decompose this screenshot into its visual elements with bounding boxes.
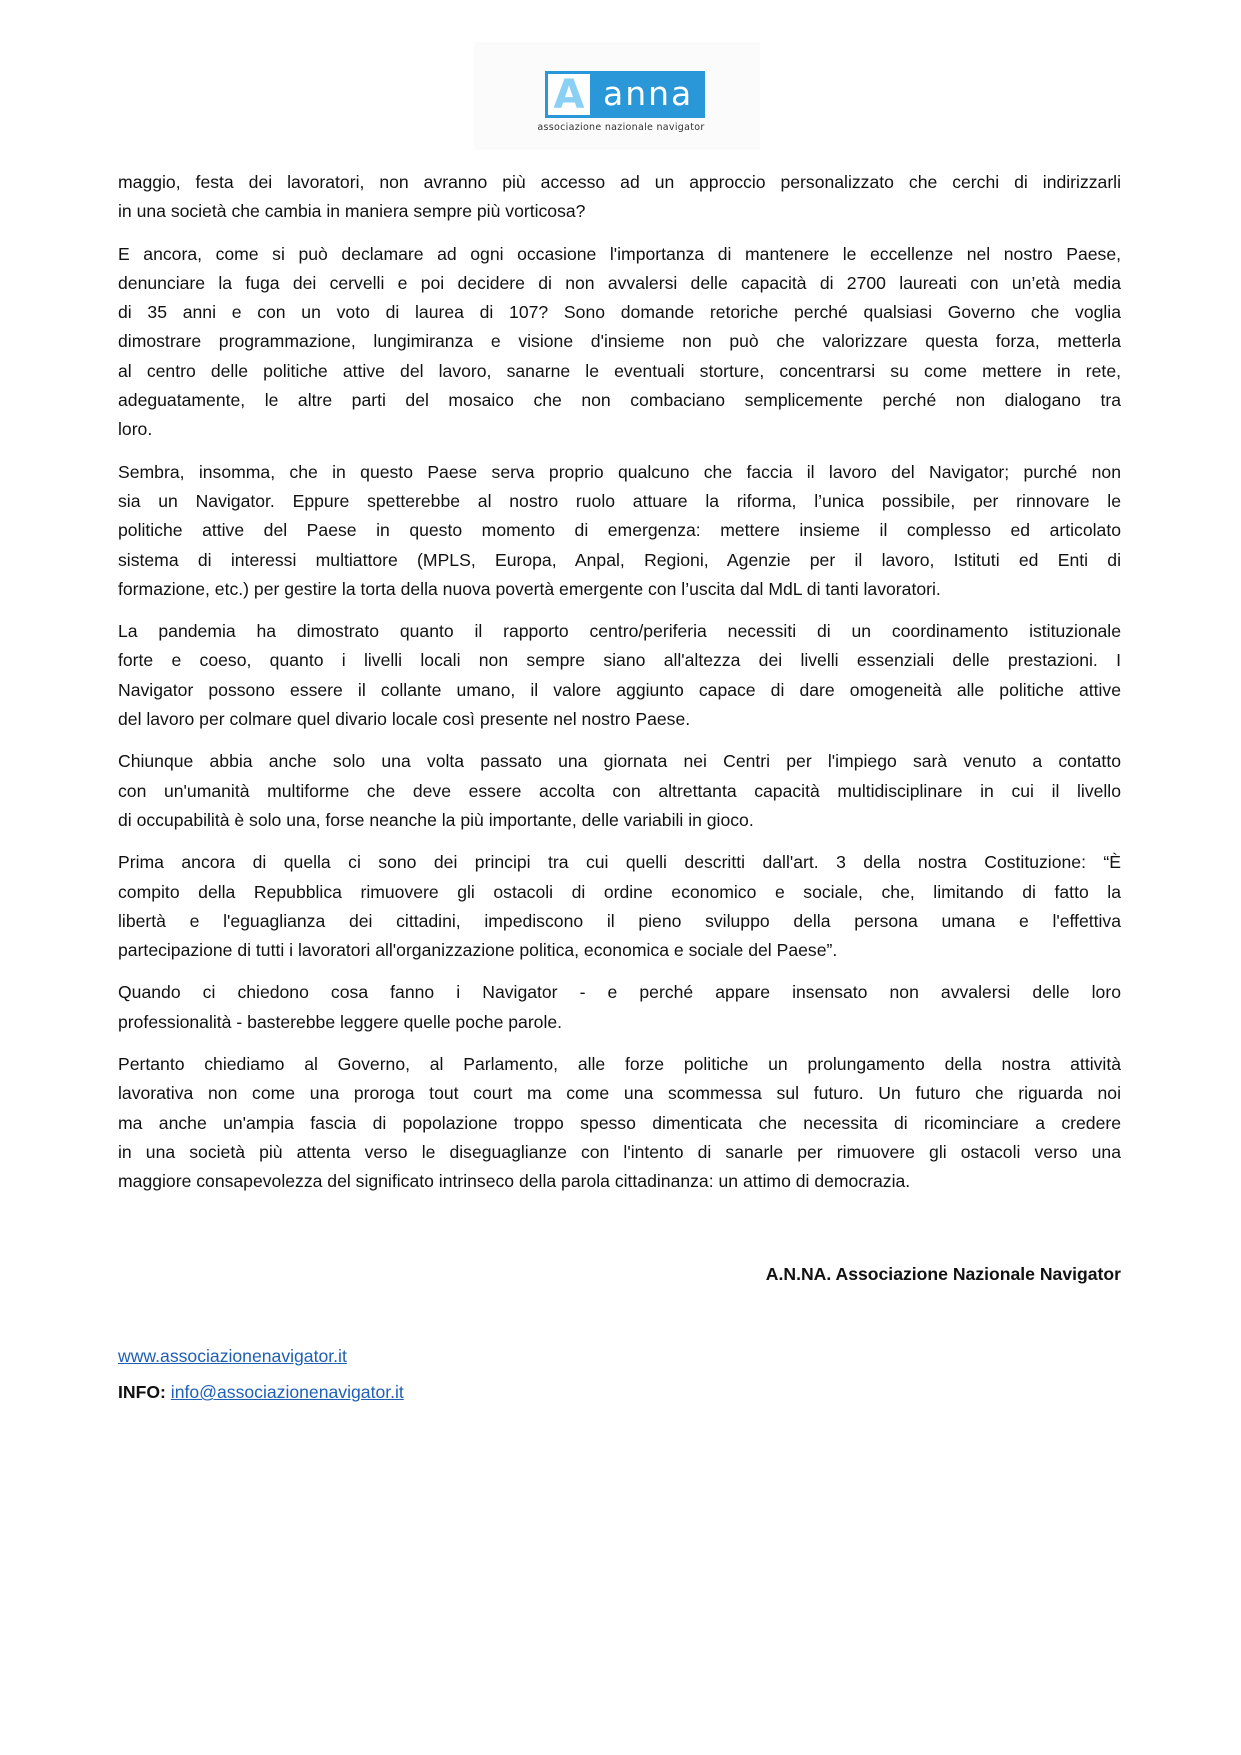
text-line: adeguatamente, le altre parti del mosaico che non combaciano semplicemente perché non dialogano tra bbox=[118, 390, 1121, 411]
paragraph bbox=[118, 458, 1121, 604]
text-line: politiche attive del Paese in questo momento di emergenza: mettere insieme il complesso ed articolato bbox=[118, 520, 1121, 541]
text-line: Prima ancora di quella ci sono dei principi tra cui quelli descritti dall'art. 3 della nostra Costituzione: “È bbox=[118, 852, 1121, 873]
paragraph bbox=[118, 168, 1121, 227]
text-line: Navigator possono essere il collante umano, il valore aggiunto capace di dare omogeneità alle politiche attive bbox=[118, 679, 1121, 700]
paragraph bbox=[118, 617, 1121, 734]
text-line: Sembra, insomma, che in questo Paese serva proprio qualcuno che faccia il lavoro del Navigator; purché non bbox=[118, 461, 1121, 482]
text-line: ma anche un'ampia fascia di popolazione troppo spesso dimenticata che necessita di ricominciare a credere bbox=[118, 1112, 1121, 1133]
paragraph bbox=[118, 747, 1121, 835]
text-line: in una società più attenta verso le diseguaglianze con l'intento di sanarle per rimuovere gli ostacoli verso una bbox=[118, 1141, 1121, 1162]
text-line: dimostrare programmazione, lungimiranza e visione d'insieme non può che valorizzare questa forza, metterla bbox=[118, 331, 1121, 352]
text-line: lavorativa non come una proroga tout court ma come una scommessa sul futuro. Un futuro che riguarda noi bbox=[118, 1083, 1121, 1104]
text-line: del lavoro per colmare quel divario locale così presente nel nostro Paese. bbox=[118, 709, 691, 730]
text-line: sia un Navigator. Eppure spetterebbe al nostro ruolo attuare la riforma, l’unica possibile, per rinnovare le bbox=[118, 490, 1121, 511]
text-line: professionalità - basterebbe leggere quelle poche parole. bbox=[118, 1011, 563, 1032]
paragraph bbox=[118, 978, 1121, 1037]
text-line: La pandemia ha dimostrato quanto il rapporto centro/periferia necessiti di un coordinamento istituzionale bbox=[118, 621, 1121, 642]
website-line bbox=[118, 1346, 347, 1367]
logo-area bbox=[474, 42, 760, 150]
logo-subtitle: associazione nazionale navigator bbox=[537, 122, 705, 133]
text-line: compito della Repubblica rimuovere gli ostacoli di ordine economico e sociale, che, limitando di fatto la bbox=[118, 881, 1121, 902]
text-line: forte e coeso, quanto i livelli locali non sempre siano all'altezza dei livelli essenziali delle prestazioni. I bbox=[118, 650, 1121, 671]
text-line: partecipazione di tutti i lavoratori all'organizzazione politica, economica e sociale del Paese”. bbox=[118, 940, 838, 961]
text-line: di 35 anni e con un voto di laurea di 107? Sono domande retoriche perché qualsiasi Governo che voglia bbox=[118, 302, 1121, 323]
paragraph bbox=[118, 240, 1121, 445]
text-line: denunciare la fuga dei cervelli e poi decidere di non avvalersi delle capacità di 2700 laureati con un’età media bbox=[118, 272, 1121, 293]
text-line: loro. bbox=[118, 419, 153, 440]
text-line: al centro delle politiche attive del lavoro, sanarne le eventuali storture, concentrarsi su come mettere in rete, bbox=[118, 360, 1121, 381]
logo bbox=[545, 71, 705, 118]
text-line: libertà e l'eguaglianza dei cittadini, impediscono il pieno sviluppo della persona umana e l'effettiva bbox=[118, 910, 1121, 931]
info-line bbox=[118, 1382, 404, 1403]
document-body bbox=[118, 168, 1121, 1210]
text-line: maggiore consapevolezza del significato intrinseco della parola cittadinanza: un attimo di democrazia. bbox=[118, 1171, 911, 1192]
logo-letter: A bbox=[553, 72, 585, 118]
paragraph bbox=[118, 1050, 1121, 1196]
logo-letter-tile bbox=[548, 72, 590, 118]
text-line: formazione, etc.) per gestire la torta della nuova povertà emergente con l’uscita dal MdL di tanti lavoratori. bbox=[118, 578, 941, 599]
text-line: Pertanto chiediamo al Governo, al Parlamento, alle forze politiche un prolungamento della nostra attività bbox=[118, 1054, 1121, 1075]
paragraph bbox=[118, 848, 1121, 965]
text-line: Chiunque abbia anche solo una volta passato una giornata nei Centri per l'impiego sarà venuto a contatto bbox=[118, 751, 1121, 772]
info-label: INFO: bbox=[118, 1382, 166, 1402]
text-line: E ancora, come si può declamare ad ogni occasione l'importanza di mantenere le eccellenze nel nostro Paese, bbox=[118, 243, 1121, 264]
info-email-link[interactable]: info@associazionenavigator.it bbox=[170, 1382, 404, 1402]
text-line: in una società che cambia in maniera sempre più vorticosa? bbox=[118, 201, 586, 222]
website-link[interactable]: www.associazionenavigator.it bbox=[118, 1346, 347, 1366]
text-line: con un'umanità multiforme che deve essere accolta con altrettanta capacità multidisciplinare in cui il livello bbox=[118, 780, 1121, 801]
logo-name: anna bbox=[603, 74, 694, 113]
text-line: sistema di interessi multiattore (MPLS, Europa, Anpal, Regioni, Agenzie per il lavoro, Istituti ed Enti di bbox=[118, 549, 1121, 570]
text-line: maggio, festa dei lavoratori, non avranno più accesso ad un approccio personalizzato che cerchi di indirizzarli bbox=[118, 172, 1121, 192]
text-line: di occupabilità è solo una, forse neanche la più importante, delle variabili in gioco. bbox=[118, 809, 754, 830]
text-line: Quando ci chiedono cosa fanno i Navigator - e perché appare insensato non avvalersi delle loro bbox=[118, 982, 1121, 1003]
signature: A.N.NA. Associazione Nazionale Navigator bbox=[765, 1264, 1121, 1284]
